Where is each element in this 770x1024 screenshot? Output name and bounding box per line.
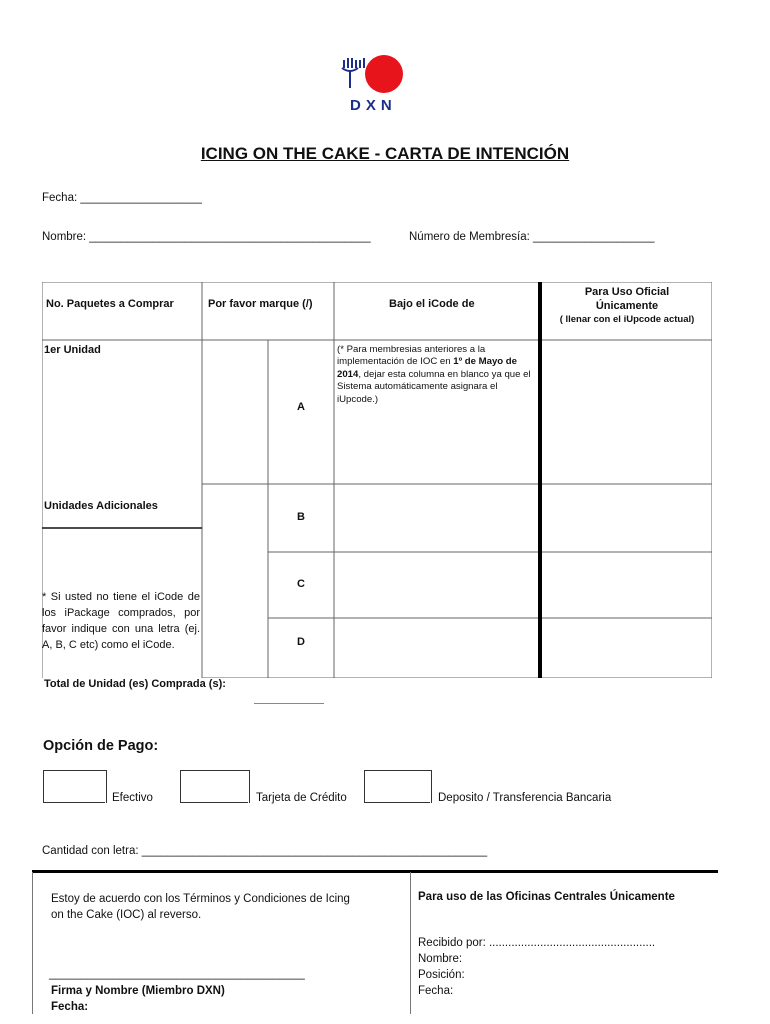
dxn-logo — [336, 52, 416, 114]
firma-label: Firma y Nombre (Miembro DXN) — [51, 985, 225, 997]
header-oficial-line2: Únicamente — [595, 300, 659, 312]
tarjeta-label: Tarjeta de Crédito — [256, 792, 347, 804]
header-marque: Por favor marque (/) — [208, 298, 313, 310]
payment-heading: Opción de Pago: — [43, 738, 159, 754]
letter-c: C — [297, 578, 305, 590]
mushroom-icon — [342, 58, 364, 88]
section-divider — [32, 870, 718, 873]
total-label: Total de Unidad (es) Comprada (s): — [44, 678, 226, 690]
tarjeta-checkbox-line — [180, 802, 248, 803]
signature-line[interactable]: ________________________________________ — [49, 968, 305, 980]
asterisk-note: * Si usted no tiene el iCode de los iPackage comprados, por favor indique con una letra (ej. A, B, C etc) como el iCode. — [42, 591, 200, 651]
cantidad-field[interactable]: Cantidad con letra: ______________________________________________________ — [42, 845, 488, 857]
letter-b: B — [297, 511, 305, 523]
brand-text: DXN — [350, 97, 397, 114]
header-icode: Bajo el iCode de — [389, 298, 475, 310]
total-line[interactable] — [254, 703, 324, 704]
primera-unidad-label: 1er Unidad — [44, 344, 101, 356]
page-title: ICING ON THE CAKE - CARTA DE INTENCIÓN — [200, 144, 570, 163]
membresia-field[interactable]: Número de Membresía: ___________________ — [409, 231, 655, 243]
icode-note — [337, 344, 537, 406]
header-oficial-line1: Para Uso Oficial — [584, 286, 670, 298]
icode-note-bold: 1º de Mayo de 2014 — [337, 356, 518, 380]
header-oficial — [542, 285, 712, 327]
unidades-adicionales-label: Unidades Adicionales — [44, 500, 158, 512]
bottom-left-border — [32, 872, 33, 1014]
letter-a: A — [297, 401, 305, 413]
icode-note-part2: , dejar esta columna en blanco ya que el Sistema automáticamente asignara el iUpcode.) — [337, 368, 531, 405]
office-heading: Para uso de las Oficinas Centrales Únicamente — [418, 891, 675, 903]
red-sun-icon — [365, 55, 403, 93]
efectivo-checkbox-line — [43, 802, 105, 803]
efectivo-label: Efectivo — [112, 792, 153, 804]
deposito-checkbox-line — [364, 802, 430, 803]
efectivo-checkbox[interactable] — [43, 770, 107, 803]
deposito-label: Deposito / Transferencia Bancaria — [438, 792, 612, 804]
office-posicion-label: Posición: — [418, 969, 465, 981]
bottom-vertical-divider — [410, 872, 411, 1014]
office-nombre-label: Nombre: — [418, 953, 463, 965]
icode-note-part1: (* Para membresias anteriores a la implementación de IOC en — [337, 344, 486, 368]
header-paquetes: No. Paquetes a Comprar — [46, 298, 174, 310]
office-fecha-label: Fecha: — [418, 985, 454, 997]
deposito-checkbox[interactable] — [364, 770, 432, 803]
header-oficial-note: ( llenar con el iUpcode actual) — [559, 314, 695, 325]
tarjeta-checkbox[interactable] — [180, 770, 250, 803]
recibido-field[interactable]: Recibido por: .................................................... — [418, 937, 656, 949]
letter-d: D — [297, 636, 305, 648]
agreement-text: Estoy de acuerdo con los Términos y Condiciones de Icing on the Cake (IOC) al reverso. — [51, 893, 350, 921]
fecha-field[interactable]: Fecha: ___________________ — [42, 192, 202, 204]
nombre-field[interactable]: Nombre: ____________________________________________ — [42, 231, 371, 243]
firma-fecha-label: Fecha: — [51, 1001, 89, 1013]
